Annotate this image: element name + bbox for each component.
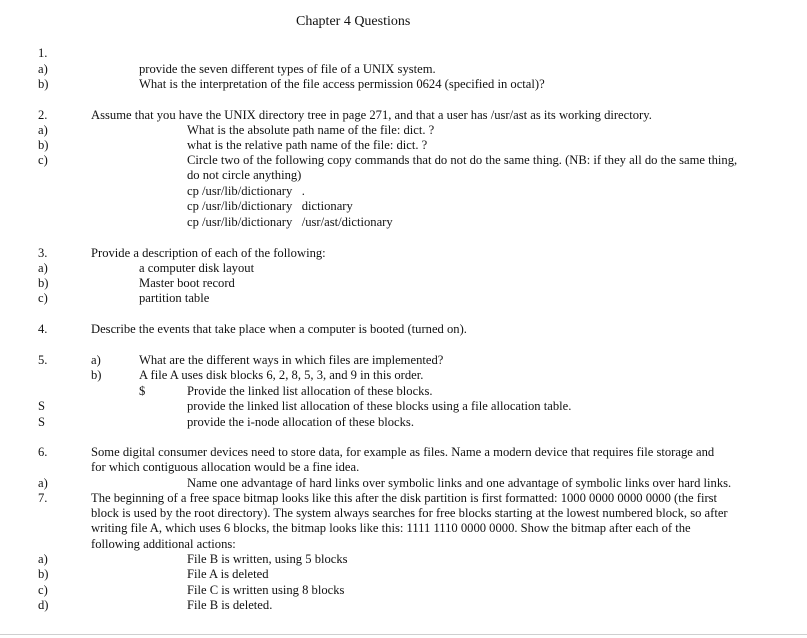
q3-b-text: Master boot record <box>139 276 235 290</box>
q2-command-1: cp /usr/lib/dictionary . <box>187 184 305 198</box>
q3-label-c: c) <box>38 291 48 305</box>
q7-text-line1: The beginning of a free space bitmap looks like this after the disk partition is first formatted: 1000 0000 0000 0000 (the first <box>91 491 718 505</box>
q5-number: 5. <box>38 353 48 367</box>
q3-number: 3. <box>38 246 48 260</box>
q4-text: Describe the events that take place when a computer is booted (turned on). <box>91 322 467 336</box>
q2-label-a: a) <box>38 123 48 137</box>
q2-intro: Assume that you have the UNIX directory tree in page 271, and that a user has /usr/ast as its working directory. <box>91 108 652 122</box>
q7-a-text: File B is written, using 5 blocks <box>187 552 348 566</box>
q5-b-text: A file A uses disk blocks 6, 2, 8, 5, 3, and 9 in this order. <box>139 368 424 382</box>
q2-command-3: cp /usr/lib/dictionary /usr/ast/dictionary <box>187 215 393 229</box>
q2-b-text: what is the relative path name of the file: dict. ? <box>187 138 428 152</box>
q1-a-text: provide the seven different types of file of a UNIX system. <box>139 62 436 76</box>
q6-text-line2: for which contiguous allocation would be a fine idea. <box>91 460 360 474</box>
q5-bullet-2: S <box>38 399 46 413</box>
q7-label-a: a) <box>38 552 48 566</box>
q6-label-a: a) <box>38 476 48 490</box>
q7-text-line3: writing file A, which uses 6 blocks, the bitmap looks like this: 1111 1110 0000 0000. Show the bitmap after each of the <box>91 521 691 535</box>
q2-command-2: cp /usr/lib/dictionary dictionary <box>187 199 353 213</box>
q7-number: 7. <box>38 491 48 505</box>
q5-label-a: a) <box>91 353 101 367</box>
q5-sub-3: provide the i-node allocation of these blocks. <box>187 415 414 429</box>
q5-a-text: What are the different ways in which files are implemented? <box>139 353 444 367</box>
q2-c-text-line2: do not circle anything) <box>187 168 302 182</box>
q7-label-b: b) <box>38 567 49 581</box>
q4-number: 4. <box>38 322 48 336</box>
q7-b-text: File A is deleted <box>187 567 269 581</box>
q7-label-d: d) <box>38 598 49 612</box>
q1-label-b: b) <box>38 77 49 91</box>
q3-label-b: b) <box>38 276 49 290</box>
q1-number: 1. <box>38 46 48 60</box>
page-bottom-divider <box>0 634 807 635</box>
q2-a-text: What is the absolute path name of the file: dict. ? <box>187 123 435 137</box>
q7-label-c: c) <box>38 583 48 597</box>
q6-a-text: Name one advantage of hard links over symbolic links and one advantage of symbolic links over hard links. <box>187 476 732 490</box>
q2-c-text-line1: Circle two of the following copy commands that do not do the same thing. (NB: if they all do the same thing, <box>187 153 738 167</box>
q5-sub-1: Provide the linked list allocation of these blocks. <box>187 384 433 398</box>
q2-label-c: c) <box>38 153 48 167</box>
q6-text-line1: Some digital consumer devices need to store data, for example as files. Name a modern device that requires file storage and <box>91 445 715 459</box>
q7-text-line2: block is used by the root directory). The system always searches for free blocks starting at the lowest numbered block, so after <box>91 506 728 520</box>
q7-c-text: File C is written using 8 blocks <box>187 583 345 597</box>
q5-label-b: b) <box>91 368 102 382</box>
q3-c-text: partition table <box>139 291 210 305</box>
q5-sub-2: provide the linked list allocation of these blocks using a file allocation table. <box>187 399 572 413</box>
q3-a-text: a computer disk layout <box>139 261 255 275</box>
q5-bullet-1: $ <box>139 384 146 398</box>
q2-number: 2. <box>38 108 48 122</box>
q3-intro: Provide a description of each of the following: <box>91 246 326 260</box>
q2-label-b: b) <box>38 138 49 152</box>
q7-text-line4: following additional actions: <box>91 537 236 551</box>
q1-b-text: What is the interpretation of the file access permission 0624 (specified in octal)? <box>139 77 545 91</box>
q6-number: 6. <box>38 445 48 459</box>
q1-label-a: a) <box>38 62 48 76</box>
q5-bullet-3: S <box>38 415 46 429</box>
q3-label-a: a) <box>38 261 48 275</box>
q7-d-text: File B is deleted. <box>187 598 273 612</box>
page-title: Chapter 4 Questions <box>296 14 411 29</box>
